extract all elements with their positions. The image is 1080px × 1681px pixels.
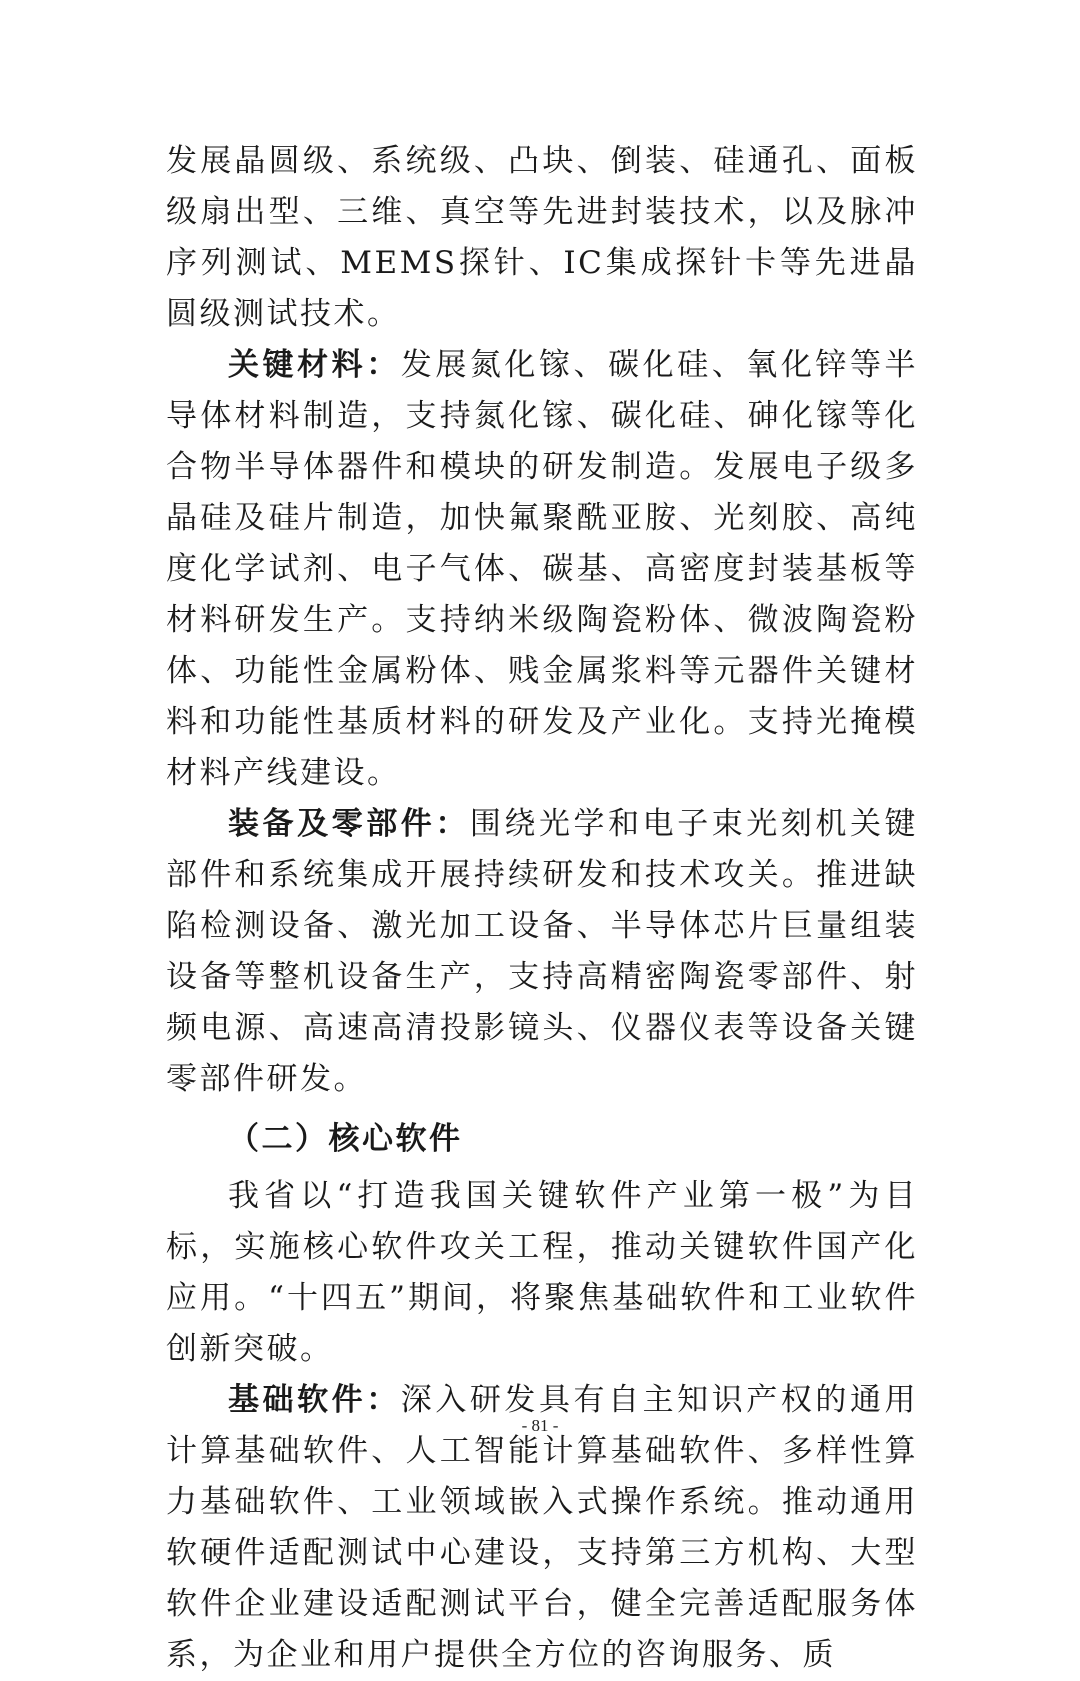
- paragraph-text: 发展氮化镓、碳化硅、氧化锌等半导体材料制造，支持氮化镓、碳化硅、砷化镓等化合物半导体器件和模块的研发制造。发展电子级多晶硅及硅片制造，加快氟聚酰亚胺、光刻胶、高纯度化学试剂、电子气体、碳基、高密度封装基板等材料研发生产。支持纳米级陶瓷粉体、微波陶瓷粉体、功能性金属粉体、贱金属浆料等元器件关键材料和功能性基质材料的研发及产业化。支持光掩模材料产线建设。: [166, 347, 919, 791]
- paragraph-text: 我省以“打造我国关键软件产业第一极”为目标，实施核心软件攻关工程，推动关键软件国产化应用。“十四五”期间，将聚焦基础软件和工业软件创新突破。: [166, 1178, 918, 1367]
- paragraph-lead: 关键材料：: [228, 347, 401, 383]
- paragraph-lead: 基础软件：: [228, 1382, 401, 1418]
- paragraph-key-materials: [166, 340, 918, 799]
- page-body: [166, 136, 918, 1681]
- paragraph-text: 深入研发具有自主知识产权的通用计算基础软件、人工智能计算基础软件、多样性算力基础软件、工业领域嵌入式操作系统。推动通用软硬件适配测试中心建设，支持第三方机构、大型软件企业建设适配测试平台，健全完善适配服务体系，为企业和用户提供全方位的咨询服务、质: [166, 1382, 919, 1673]
- paragraph-packaging-testing: [166, 136, 918, 340]
- paragraph-text: 发展晶圆级、系统级、凸块、倒装、硅通孔、面板级扇出型、三维、真空等先进封装技术，以及脉冲序列测试、MEMS探针、IC集成探针卡等先进晶圆级测试技术。: [166, 143, 918, 332]
- paragraph-equipment-parts: [166, 799, 918, 1105]
- paragraph-text: 围绕光学和电子束光刻机关键部件和系统集成开展持续研发和技术攻关。推进缺陷检测设备、激光加工设备、半导体芯片巨量组装设备等整机设备生产，支持高精密陶瓷零部件、射频电源、高速高清投影镜头、仪器仪表等设备关键零部件研发。: [166, 806, 919, 1097]
- paragraph-lead: 装备及零部件：: [228, 806, 470, 842]
- paragraph-core-software-intro: [166, 1171, 918, 1375]
- section-heading: （二）核心软件: [228, 1121, 463, 1157]
- page-number: - 81 -: [521, 1416, 559, 1435]
